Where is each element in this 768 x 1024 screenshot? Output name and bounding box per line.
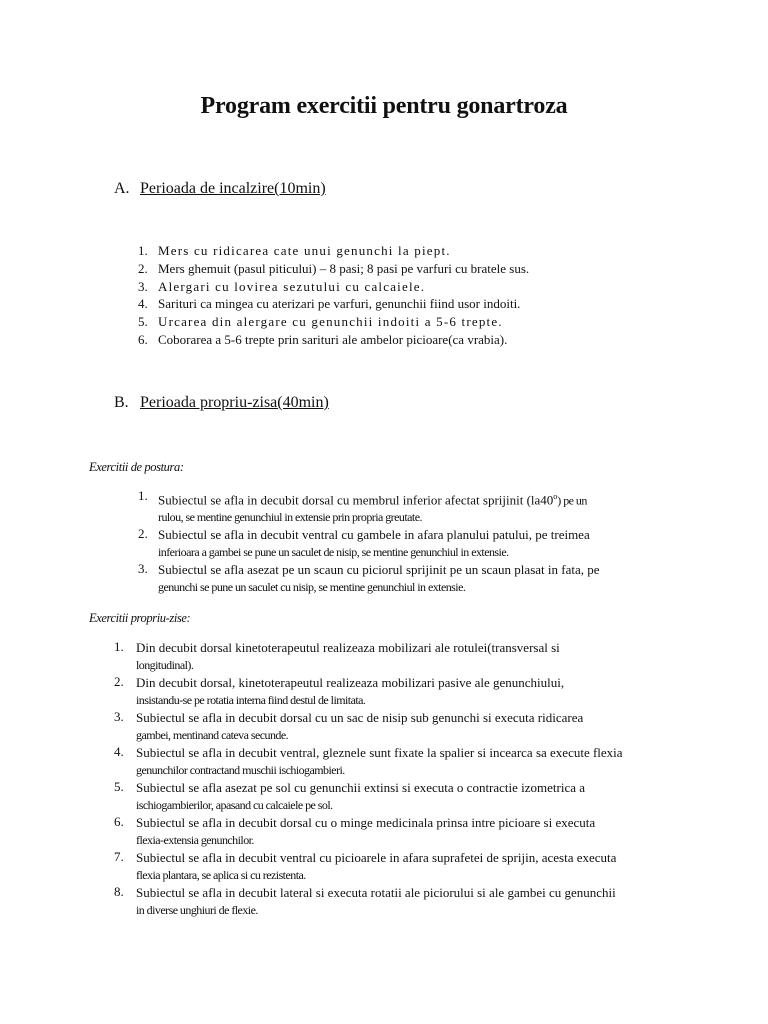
item-text: Sarituri ca mingea cu aterizari pe varfuri, genunchii fiind usor indoiti.: [158, 296, 521, 312]
item-line-2: flexia plantara, se aplica si cu rezistenta.: [136, 868, 306, 882]
item-line-2: in diverse unghiuri de flexie.: [136, 903, 258, 917]
item-line-1: Din decubit dorsal, kinetoterapeutul realizeaza mobilizari pasive ale genunchiului,: [136, 675, 565, 690]
list-item: [0, 313, 529, 331]
item-text: Mers ghemuit (pasul piticului) – 8 pasi; 8 pasi pe varfuri cu bratele sus.: [158, 260, 530, 276]
item-number: 3.: [114, 709, 124, 724]
postura-list: [0, 488, 600, 596]
item-text: Urcarea din alergare cu genunchii indoiti a 5-6 trepte.: [158, 314, 503, 330]
list-item: [0, 488, 600, 526]
item-number: 3.: [138, 561, 148, 577]
item-line-2: gambei, mentinand cateva secunde.: [136, 728, 289, 742]
propriu-list: [0, 639, 623, 919]
section-a-heading: [114, 180, 326, 198]
list-item: [0, 526, 600, 561]
item-number: 5.: [138, 314, 148, 330]
item-line-2: genunchi se pune un saculet cu nisip, se mentine genunchiul in extensie.: [158, 580, 466, 595]
item-number: 6.: [138, 331, 148, 347]
item-line-2: longitudinal).: [136, 658, 194, 672]
item-line-1-end: ) pe un: [557, 493, 587, 508]
item-number: 2.: [138, 260, 148, 276]
item-number: 4.: [138, 296, 148, 312]
item-line-2: flexia-extensia genunchilor.: [136, 833, 254, 847]
section-a-letter: A.: [114, 180, 130, 197]
item-number: 2.: [114, 674, 124, 689]
item-line-1-text: Subiectul se afla in decubit dorsal cu membrul inferior afectat sprijinit (la40: [158, 492, 554, 508]
list-item: [0, 295, 529, 313]
section-a-title: Perioada de incalzire(10min): [140, 180, 326, 197]
list-item: [0, 779, 623, 814]
item-line-2: rulou, se mentine genunchiul in extensie prin propria greutate.: [158, 510, 422, 525]
list-item: [0, 260, 529, 278]
item-line-1: Din decubit dorsal kinetoterapeutul realizeaza mobilizari ale rotulei(transversal si: [136, 640, 560, 655]
page-title: Program exercitii pentru gonartroza: [200, 93, 568, 119]
list-item: [0, 331, 529, 349]
list-item: [0, 278, 529, 296]
item-line-1: Subiectul se afla in decubit lateral si executa rotatii ale piciorului si ale gambei cu genunchii: [136, 885, 616, 900]
item-line-1: Subiectul se afla in decubit ventral, gleznele sunt fixate la spalier si incearca sa execute flexia: [136, 745, 623, 760]
item-text: Coborarea a 5-6 trepte prin sarituri ale ambelor picioare(ca vrabia).: [158, 331, 508, 347]
item-number: 2.: [138, 526, 148, 542]
item-line-1: Subiectul se afla asezat pe sol cu genunchii extinsi si executa o contractie izometrica a: [136, 780, 586, 795]
item-line-2: inferioara a gambei se pune un saculet de nisip, se mentine genunchiul in extensie.: [158, 545, 509, 560]
item-line-2: insistandu-se pe rotatia interna fiind destul de limitata.: [136, 693, 366, 707]
degree-superscript: o: [553, 492, 558, 501]
item-line-1: Subiectul se afla in decubit ventral cu gambele in afara planului patului, pe treimea: [158, 527, 590, 543]
propriu-heading: Exercitii propriu-zise:: [89, 611, 191, 625]
item-number: 4.: [114, 744, 124, 759]
item-text: Mers cu ridicarea cate unui genunchi la piept.: [158, 243, 451, 258]
list-item: [0, 744, 623, 779]
list-item: [0, 709, 623, 744]
item-line-2: genunchilor contractand muschii ischiogambieri.: [136, 763, 345, 777]
item-number: 1.: [138, 488, 148, 503]
list-item: [0, 849, 623, 884]
item-text: Alergari cu lovirea sezutului cu calcaiele.: [158, 278, 426, 294]
item-line-1: [158, 488, 600, 509]
list-item: [0, 561, 600, 596]
section-b-heading: [114, 394, 329, 412]
section-b-letter: B.: [114, 394, 129, 411]
item-line-1: Subiectul se afla in decubit dorsal cu o minge medicinala prinsa intre picioare si executa: [136, 815, 596, 830]
item-number: 1.: [138, 243, 148, 258]
item-number: 5.: [114, 779, 124, 794]
section-b-title: Perioada propriu-zisa(40min): [140, 394, 329, 411]
postura-heading: Exercitii de postura:: [89, 460, 184, 474]
item-number: 8.: [114, 884, 124, 899]
list-item: [0, 884, 623, 919]
item-number: 3.: [138, 278, 148, 294]
item-line-1: Subiectul se afla in decubit ventral cu picioarele in afara suprafetei de sprijin, acesta executa: [136, 850, 617, 865]
list-item: [0, 242, 529, 260]
item-number: 7.: [114, 849, 124, 864]
list-item: [0, 814, 623, 849]
item-number: 1.: [114, 639, 124, 654]
warmup-list: [0, 242, 529, 349]
item-number: 6.: [114, 814, 124, 829]
item-line-1: Subiectul se afla asezat pe un scaun cu piciorul sprijinit pe un scaun plasat in fata, pe: [158, 562, 600, 578]
item-line-1: Subiectul se afla in decubit dorsal cu un sac de nisip sub genunchi si executa ridicarea: [136, 710, 584, 725]
list-item: [0, 674, 623, 709]
list-item: [0, 639, 623, 674]
item-line-2: ischiogambierilor, apasand cu calcaiele pe sol.: [136, 798, 333, 812]
